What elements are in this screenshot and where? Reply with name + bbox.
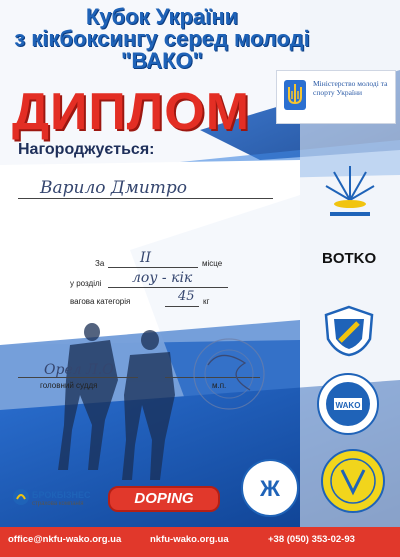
federation-shield-logo	[322, 305, 376, 357]
stamp-label: м.п.	[212, 381, 227, 390]
svg-text:WAKO: WAKO	[335, 401, 361, 410]
ukraine-cup-logo	[322, 160, 378, 224]
judge-signature: Орел Л.О	[44, 362, 114, 378]
awarded-label: Нагороджується:	[18, 141, 155, 158]
title-line-2: з кікбоксингу серед молоді	[14, 26, 310, 51]
doping-logo	[108, 486, 220, 512]
wako-logo	[316, 372, 380, 436]
section-label: у розділі	[70, 279, 102, 288]
section-value: лоу - кік	[132, 270, 193, 286]
trident-icon	[283, 79, 307, 111]
botko-logo	[318, 246, 378, 270]
weight-unit: кг	[203, 297, 210, 306]
footer-phone[interactable]: +38 (050) 353-02-93	[268, 534, 355, 545]
name-underline	[18, 198, 273, 199]
footer-site[interactable]: nkfu-wako.org.ua	[150, 534, 229, 545]
footer-email[interactable]: office@nkfu-wako.org.ua	[8, 534, 122, 545]
place-value: II	[140, 250, 152, 266]
kickboxing-league-logo	[320, 448, 386, 514]
competition-title	[12, 6, 312, 72]
weight-value: 45	[178, 289, 195, 304]
brokbiznes-sub: страхова компанія	[32, 501, 84, 507]
official-stamp	[190, 335, 268, 413]
recipient-name: Варило Дмитро	[40, 178, 188, 198]
ministry-text: Міністерство молоді та спорту України	[313, 79, 388, 97]
brokbiznes-text: БРОКБІЗНЕС	[32, 490, 91, 500]
weight-underline	[165, 306, 199, 307]
place-underline	[108, 267, 198, 268]
brokbiznes-icon	[12, 488, 30, 506]
ministry-logo	[276, 70, 396, 124]
diploma-heading: ДИПЛОМ	[12, 83, 251, 141]
place-suffix: місце	[202, 259, 223, 268]
brokbiznes-logo	[12, 486, 102, 516]
svg-text:Ж: Ж	[260, 476, 280, 501]
title-line-1: Кубок України	[85, 4, 239, 29]
section-underline	[108, 287, 228, 288]
sport-club-logo	[240, 458, 300, 518]
judge-label: головний суддя	[40, 381, 98, 390]
doping-text: DOPING	[134, 490, 194, 507]
botko-text: BOTKO	[322, 250, 377, 267]
judge-underline	[18, 377, 138, 378]
title-line-3: "ВАКО"	[120, 48, 204, 73]
place-prefix: За	[95, 259, 105, 268]
weight-label: вагова категорія	[70, 297, 131, 306]
